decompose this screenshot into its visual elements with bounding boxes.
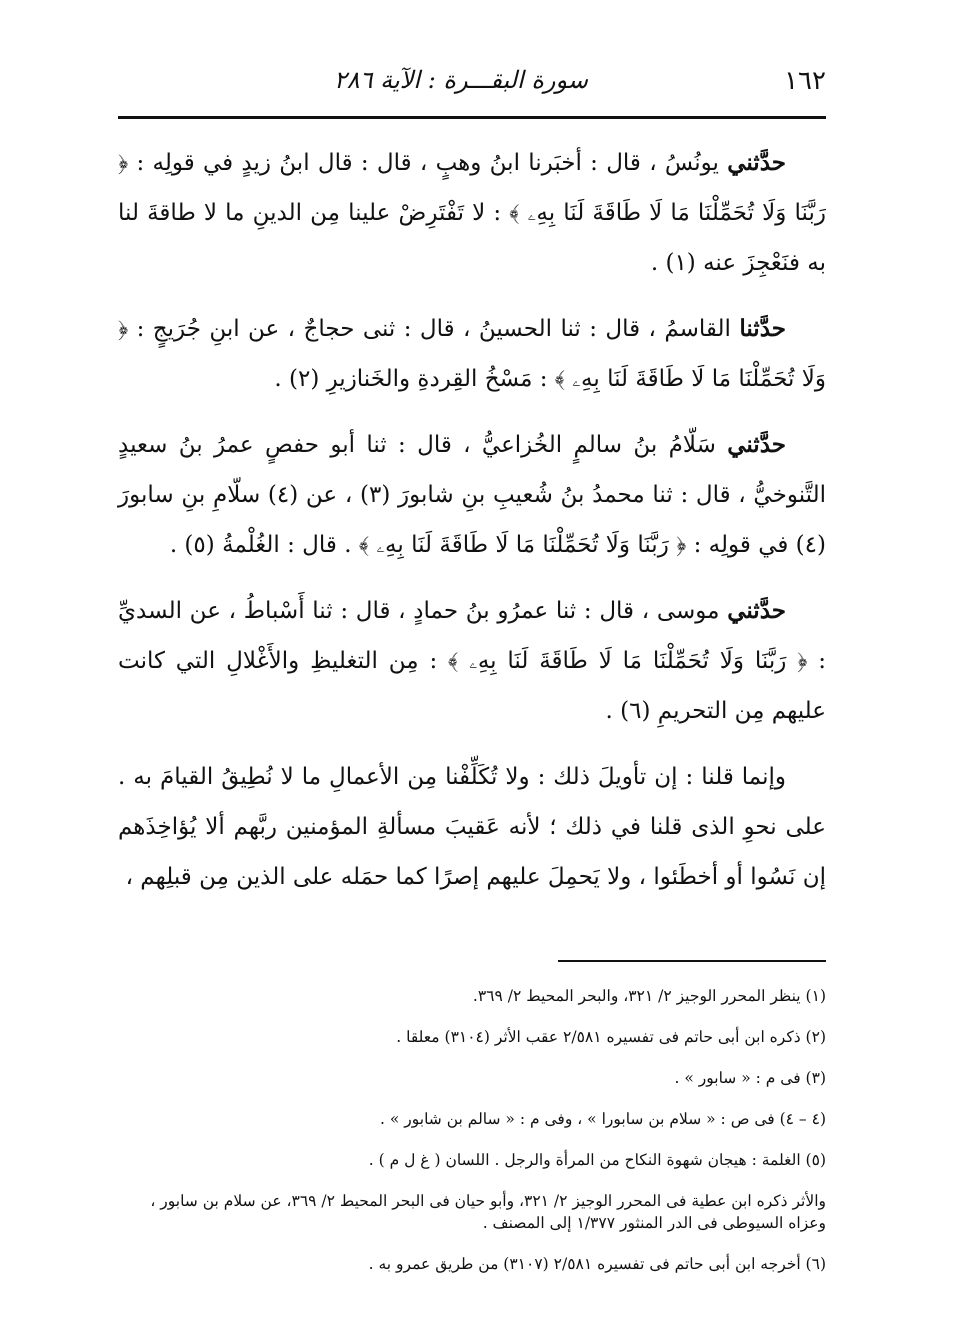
paragraph-text: القاسمُ ، قال : ثنا الحسينُ ، قال : ثنى حجاجٌ ، عن ابنِ جُرَيجٍ : ﴿ وَلَا تُحَمِّلْنَا مَا لَا طَاقَةَ لَنَا بِهِۦ ﴾ : مَسْخُ القِردةِ والخَنازيرِ (٢) . (118, 316, 826, 392)
paragraph-lead: حدَّثني (727, 149, 786, 176)
footnote: (٣) فى م : « سابور » . (674, 1069, 826, 1087)
footnote: والأثر ذكره ابن عطية فى المحرر الوجيز ٢/ ٣٢١، وأبو حيان فى البحر المحيط ٢/ ٣٦٩، عن سلام بن سابور ، وعزاه السيوطى فى الدر المنثور ١/٣٧٧ إلى المصنف . (150, 1192, 826, 1232)
footnote: (٥) الغلمة : هيجان شهوة النكاح من المرأة والرجل . اللسان ( غ ل م ) . (368, 1151, 826, 1169)
header-rule (118, 116, 826, 119)
paragraph (118, 420, 826, 570)
footnote: (١) ينظر المحرر الوجيز ٢/ ٣٢١، والبحر المحيط ٢/ ٣٦٩. (472, 987, 826, 1005)
footnote-rule (558, 960, 826, 962)
paragraph-lead: حدَّثني (727, 431, 786, 458)
page-number: ١٦٢ (784, 66, 826, 96)
paragraph (118, 752, 826, 902)
paragraph-text: سَلّامُ بنُ سالمٍ الخُزاعيُّ ، قال : ثنا أبو حفصٍ عمرُ بنُ سعيدٍ التَّنوخيُّ ، قال : ثنا محمدُ بنُ شُعيبِ بنِ شابورَ (٣) ، عن (٤) سلّامِ بنِ سابورَ (٤) في قولِه : ﴿ رَبَّنَا وَلَا تُحَمِّلْنَا مَا لَا طَاقَةَ لَنَا بِهِۦ ﴾ . قال : الغُلْمةُ (٥) . (118, 432, 826, 558)
paragraph-text: وإنما قلنا : إن تأويلَ ذلك : ولا تُكَلِّفْنا مِن الأعمالِ ما لا نُطِيقُ القيامَ به . على نحوِ الذى قلنا في ذلك ؛ لأنه عَقيبَ مسألةِ المؤمنين ربَّهم ألا يُؤاخِذَهم إن نَسُوا أو أخطَئوا ، ولا يَحمِلَ عليهم إصرًا كما حمَله على الذين مِن قبلِهم ، (118, 764, 826, 890)
paragraph-lead: حدَّثنا (739, 315, 786, 342)
main-text (118, 138, 826, 918)
paragraph (118, 586, 826, 736)
running-title: سورة البقـــرة : الآية ٢٨٦ (333, 66, 588, 94)
footnote: (٢) ذكره ابن أبى حاتم فى تفسيره ٢/٥٨١ عقب الأثر (٣١٠٤) معلقا . (396, 1028, 826, 1046)
paragraph-text: موسى ، قال : ثنا عمرُو بنُ حمادٍ ، قال : ثنا أَسْباطُ ، عن السديِّ : ﴿ رَبَّنَا وَلَا تُحَمِّلْنَا مَا لَا طَاقَةَ لَنَا بِهِۦ ﴾ : مِن التغليظِ والأَغْلالِ التي كانت عليهم مِن التحريمِ (٦) . (118, 598, 826, 724)
footnote: (٦) أخرجه ابن أبى حاتم فى تفسيره ٢/٥٨١ (٣١٠٧) من طريق عمرو به . (368, 1255, 826, 1273)
footnotes (118, 985, 826, 1294)
paragraph-lead: حدَّثني (727, 597, 786, 624)
paragraph (118, 304, 826, 404)
footnote: (٤ – ٤) فى ص : « سلام بن سابورا » ، وفى م : « سالم بن شابور » . (380, 1110, 826, 1128)
paragraph (118, 138, 826, 288)
paragraph-text: يونُسُ ، قال : أخبَرنا ابنُ وهبٍ ، قال : قال ابنُ زيدٍ في قولِه : ﴿ رَبَّنَا وَلَا تُحَمِّلْنَا مَا لَا طَاقَةَ لَنَا بِهِۦ ﴾ : لا تَفْتَرِضْ علينا مِن الدينِ ما لا طاقةَ لنا به فنَعْجِزَ عنه (١) . (118, 150, 826, 276)
page-header (118, 62, 826, 106)
